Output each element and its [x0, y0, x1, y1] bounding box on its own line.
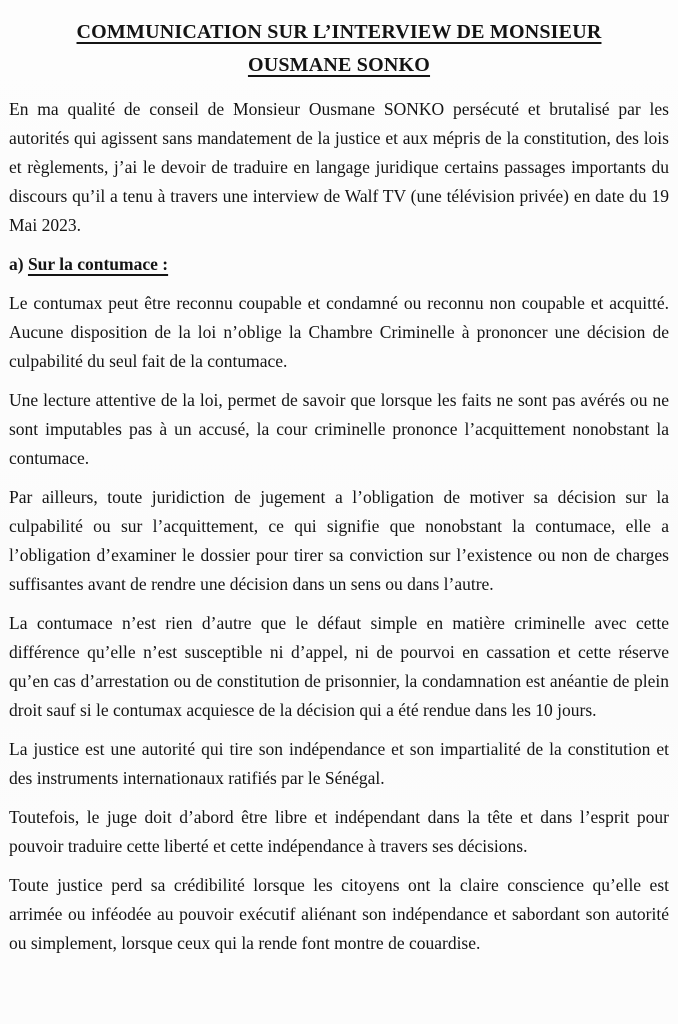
paragraph: La contumace n’est rien d’autre que le défaut simple en matière criminelle avec cette différence qu’elle n’est susceptible ni d’appel, ni de pourvoi en cassation et cette réserve qu’en cas d’arrestation ou de constitution de prisonnier, la condamnation est anéantie de plein droit sauf si le contumax acquiesce de la décision qui a été rendue dans les 10 jours. [9, 613, 669, 720]
document-title: COMMUNICATION SUR L’INTERVIEW DE MONSIEUR OUSMANE SONKO [76, 21, 602, 76]
paragraph: Toutefois, le juge doit d’abord être libre et indépendant dans la tête et dans l’esprit pour pouvoir traduire cette liberté et cette indépendance à travers ses décisions. [9, 807, 669, 856]
paragraph: Le contumax peut être reconnu coupable et condamné ou reconnu non coupable et acquitté. Aucune disposition de la loi n’oblige la Chambre Criminelle à prononcer une décision de culpabilité du seul fait de la contumace. [9, 293, 669, 371]
paragraph: Toute justice perd sa crédibilité lorsque les citoyens ont la claire conscience qu’elle est arrimée ou inféodée au pouvoir exécutif aliénant son indépendance et sabordant son autorité ou simplement, lorsque ceux qui la rende font montre de couardise. [9, 875, 669, 953]
section-heading [9, 250, 669, 279]
paragraph: La justice est une autorité qui tire son indépendance et son impartialité de la constitution et des instruments internationaux ratifiés par le Sénégal. [9, 739, 669, 788]
paragraph: Par ailleurs, toute juridiction de jugement a l’obligation de motiver sa décision sur la culpabilité ou sur l’acquittement, ce qui signifie que nonobstant la contumace, elle a l’obligation d’examiner le dossier pour tirer sa conviction sur l’existence ou non de charges suffisantes avant de rendre une décision dans un sens ou dans l’autre. [9, 487, 669, 594]
section-heading-prefix: a) [9, 254, 24, 274]
section-heading-label: Sur la contumace : [27, 254, 169, 274]
paragraph: En ma qualité de conseil de Monsieur Ousmane SONKO persécuté et brutalisé par les autorités qui agissent sans mandatement de la justice et aux mépris de la constitution, des lois et règlements, j’ai le devoir de traduire en langage juridique certains passages importants du discours qu’il a tenu à travers une interview de Walf TV (une télévision privée) en date du 19 Mai 2023. [9, 99, 669, 235]
document-body [9, 95, 669, 958]
paragraph: Une lecture attentive de la loi, permet de savoir que lorsque les faits ne sont pas avérés ou ne sont imputables pas à un accusé, la cour criminelle prononce l’acquittement nonobstant la contumace. [9, 390, 669, 468]
